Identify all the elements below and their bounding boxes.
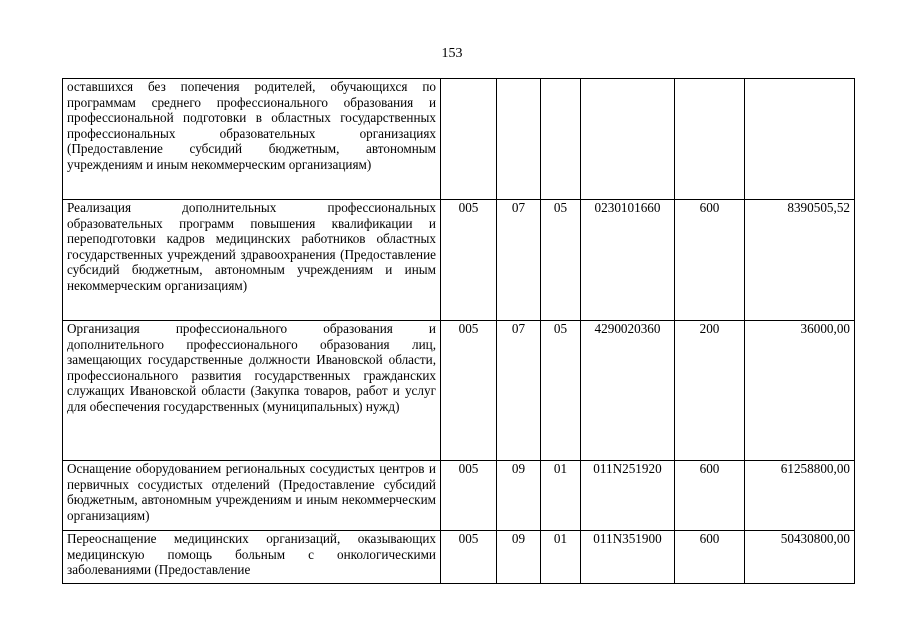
page-number: 153 — [441, 46, 463, 61]
row-section-code: 09 — [497, 461, 541, 531]
row-ved-code: 005 — [441, 531, 497, 584]
table-row — [63, 321, 855, 461]
row-amount: 8390505,52 — [745, 200, 855, 321]
row-subsection-code: 05 — [541, 321, 581, 461]
row-expense-type-code: 600 — [675, 461, 745, 531]
row-target-article-code — [581, 79, 675, 200]
budget-table — [62, 78, 855, 584]
row-target-article-code: 011N351900 — [581, 531, 675, 584]
row-amount: 61258800,00 — [745, 461, 855, 531]
row-target-article-code: 011N251920 — [581, 461, 675, 531]
row-target-article-code: 0230101660 — [581, 200, 675, 321]
table-row — [63, 531, 855, 584]
row-expense-type-code: 600 — [675, 531, 745, 584]
row-target-article-code: 4290020360 — [581, 321, 675, 461]
row-section-code — [497, 79, 541, 200]
row-description: Оснащение оборудованием региональных сосудистых центров и первичных сосудистых отделений (Предоставление субсидий бюджетным, автономным учреждениям и иным некоммерческим организациям) — [63, 461, 441, 531]
table-row — [63, 200, 855, 321]
row-section-code: 09 — [497, 531, 541, 584]
row-ved-code: 005 — [441, 321, 497, 461]
row-amount: 36000,00 — [745, 321, 855, 461]
row-expense-type-code: 200 — [675, 321, 745, 461]
row-subsection-code — [541, 79, 581, 200]
row-ved-code — [441, 79, 497, 200]
row-subsection-code: 01 — [541, 461, 581, 531]
row-description: Реализация дополнительных профессиональных образовательных программ повышения квалификации и переподготовки кадров медицинских работников областных государственных учреждений здравоохранения (Предоставление субсидий бюджетным, автономным учреждениям и иным некоммерческим организациям) — [63, 200, 441, 321]
row-expense-type-code: 600 — [675, 200, 745, 321]
row-subsection-code: 01 — [541, 531, 581, 584]
row-section-code: 07 — [497, 200, 541, 321]
row-description: Переоснащение медицинских организаций, оказывающих медицинскую помощь больным с онкологическими заболеваниями (Предоставление — [63, 531, 441, 584]
row-description: оставшихся без попечения родителей, обучающихся по программам среднего профессионального образования и профессиональной подготовки в областных государственных профессиональных образовательных организациях (Предоставление субсидий бюджетным, автономным учреждениям и иным некоммерческим организациям) — [63, 79, 441, 200]
table-row — [63, 79, 855, 200]
table-row — [63, 461, 855, 531]
row-description: Организация профессионального образования и дополнительного профессионального образования лиц, замещающих государственные должности Ивановской области, профессионального развития государственных гражданских служащих Ивановской области (Закупка товаров, работ и услуг для обеспечения государственных (муниципальных) нужд) — [63, 321, 441, 461]
row-subsection-code: 05 — [541, 200, 581, 321]
row-ved-code: 005 — [441, 200, 497, 321]
row-amount — [745, 79, 855, 200]
row-expense-type-code — [675, 79, 745, 200]
row-section-code: 07 — [497, 321, 541, 461]
row-ved-code: 005 — [441, 461, 497, 531]
row-amount: 50430800,00 — [745, 531, 855, 584]
